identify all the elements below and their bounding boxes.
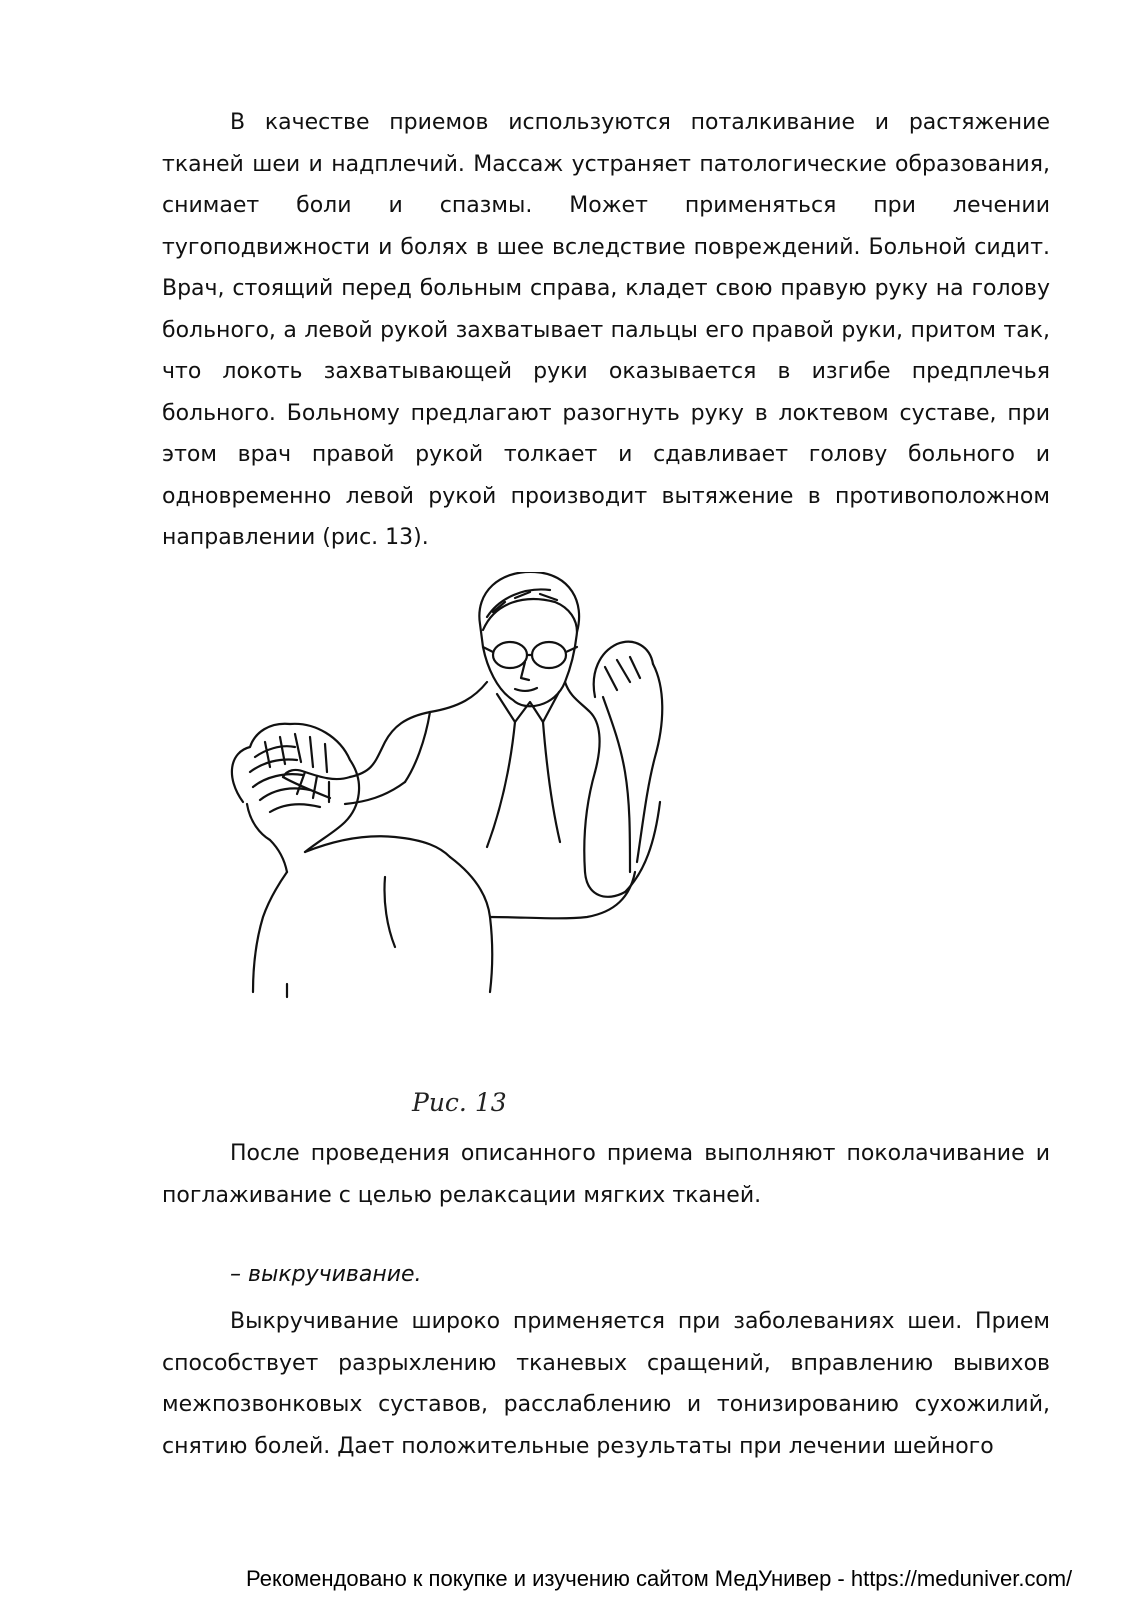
patient-head (232, 724, 359, 872)
glasses (483, 642, 577, 668)
figure-caption: Рис. 13 (412, 1088, 507, 1117)
patient-body (253, 836, 635, 997)
subheading: – выкручивание. (230, 1262, 422, 1287)
paragraph-1: В качестве приемов используются поталкивание и растяжение тканей шеи и надплечий. Массаж устраняет патологические образования, снимает боли и спазмы. Может применяться при лечении тугоподвижности и болях в шее вследствие повреждений. Больной сидит. Врач, стоящий перед больным справа, кладет свою правую руку на голову больного, а левой рукой захватывает пальцы его правой руки, притом так, что локоть захватывающей руки оказывается в изгибе предплечья больного. Больному предлагают разогнуть руку в локтевом суставе, при этом врач правой рукой толкает и сдавливает голову больного и одновременно левой рукой производит вытяжение в противоположном направлении (рис. 13). (162, 110, 1050, 550)
figure-illustration (225, 572, 695, 1032)
doctor-head (479, 572, 579, 706)
patient-arm-raised (594, 642, 663, 872)
doctor-body (350, 682, 660, 897)
paragraph-2: После проведения описанного приема выполняют поколачивание и поглаживание с целью релаксации мягких тканей. (162, 1141, 1050, 1208)
footer-link[interactable]: Рекомендовано к покупке и изучению сайтом МедУнивер - https://meduniver.com/ (246, 1566, 1073, 1591)
paragraph-3: Выкручивание широко применяется при заболеваниях шеи. Прием способствует разрыхлению тканевых сращений, вправлению вывихов межпозвонковых суставов, расслаблению и тонизированию сухожилий, снятию болей. Дает положительные результаты при лечении шейного (162, 1309, 1050, 1459)
